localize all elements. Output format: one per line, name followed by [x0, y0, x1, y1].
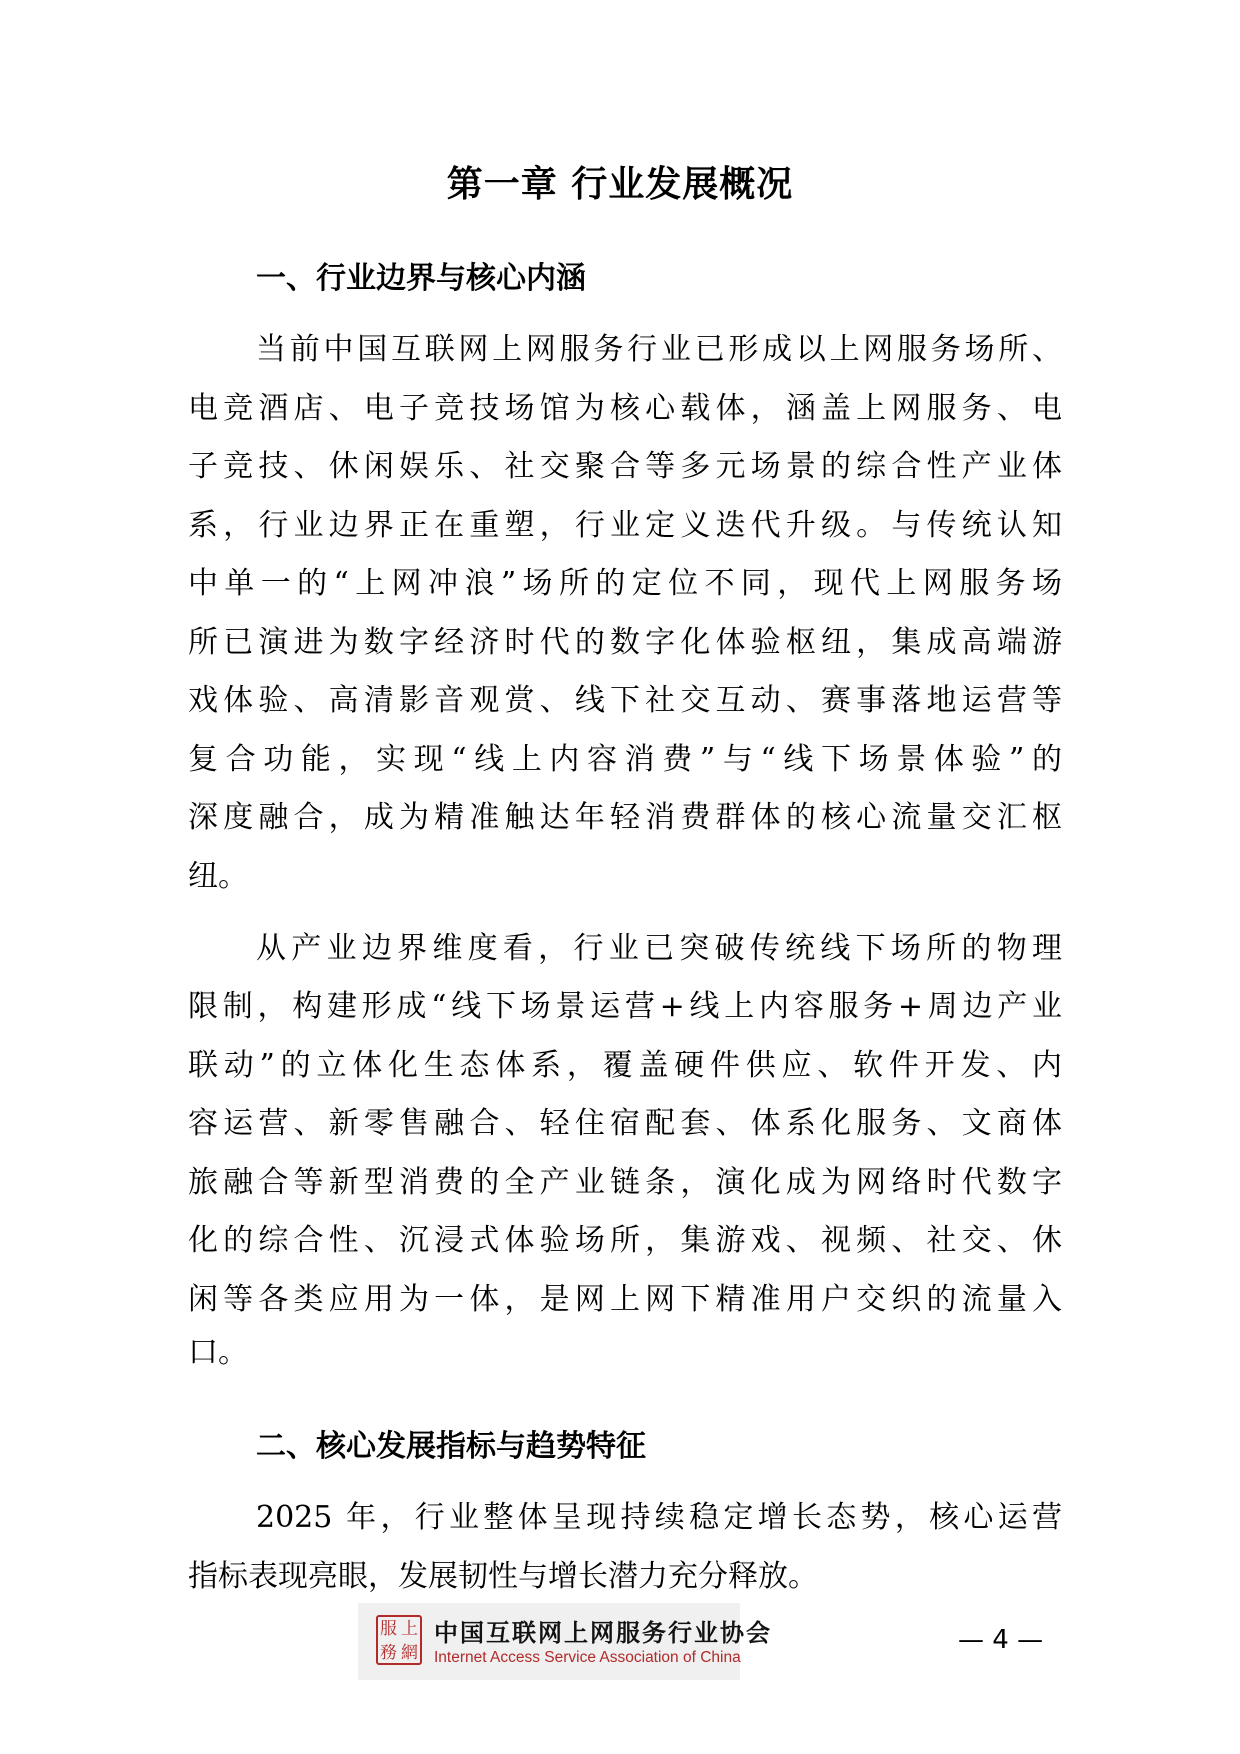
paragraph-line: 化的综合性、沉浸式体验场所，集游戏、视频、社交、休 — [188, 1223, 1062, 1258]
paragraph-line: 子竞技、休闲娱乐、社交聚合等多元场景的综合性产业体 — [188, 449, 1062, 484]
seal-icon — [376, 1615, 422, 1665]
paragraph-line: 联动”的立体化生态体系，覆盖硬件供应、软件开发、内 — [188, 1048, 1062, 1083]
paragraph-line: 戏体验、高清影音观赏、线下社交互动、赛事落地运营等 — [188, 683, 1062, 718]
paragraph-line: 从产业边界维度看，行业已突破传统线下场所的物理 — [256, 931, 1062, 966]
logo-chinese-name: 中国互联网上网服务行业协会 — [434, 1618, 772, 1647]
paragraph-line: 系，行业边界正在重塑，行业定义迭代升级。与传统认知 — [188, 508, 1062, 543]
paragraph-line: 深度融合，成为精准触达年轻消费群体的核心流量交汇枢 — [188, 800, 1062, 835]
seal-char: 服 — [380, 1619, 397, 1639]
logo-english-name: Internet Access Service Association of China — [434, 1649, 741, 1666]
paragraph-line: 容运营、新零售融合、轻住宿配套、体系化服务、文商体 — [188, 1106, 1062, 1141]
paragraph-line: 电竞酒店、电子竞技场馆为核心载体，涵盖上网服务、电 — [188, 391, 1062, 426]
paragraph-line: 旅融合等新型消费的全产业链条，演化成为网络时代数字 — [188, 1165, 1062, 1200]
paragraph-line: 所已演进为数字经济时代的数字化体验枢纽，集成高端游 — [188, 625, 1062, 660]
paragraph-line: 中单一的“上网冲浪”场所的定位不同，现代上网服务场 — [188, 566, 1062, 601]
paragraph-line: 闲等各类应用为一体，是网上网下精准用户交织的流量入 — [188, 1282, 1062, 1317]
page-number: — 4 — — [958, 1625, 1044, 1655]
association-logo — [358, 1603, 772, 1680]
seal-char: 務 — [380, 1643, 397, 1663]
seal-char: 上 — [401, 1619, 418, 1639]
paragraph-line: 指标表现亮眼，发展韧性与增长潜力充分释放。 — [188, 1559, 818, 1594]
paragraph-line: 2025 年，行业整体呈现持续稳定增长态势，核心运营 — [256, 1500, 1062, 1535]
paragraph-line: 限制，构建形成“线下场景运营+线上内容服务+周边产业 — [188, 989, 1062, 1024]
paragraph-line: 纽。 — [188, 859, 248, 894]
paragraph-line: 复合功能，实现“线上内容消费”与“线下场景体验”的 — [188, 742, 1062, 777]
section-heading-1: 一、行业边界与核心内涵 — [256, 261, 586, 296]
seal-char: 網 — [401, 1643, 418, 1663]
chapter-title: 第一章 行业发展概况 — [446, 163, 794, 205]
section-heading-2: 二、核心发展指标与趋势特征 — [256, 1429, 646, 1464]
paragraph-line: 口。 — [188, 1335, 248, 1370]
paragraph-line: 当前中国互联网上网服务行业已形成以上网服务场所、 — [256, 332, 1062, 367]
